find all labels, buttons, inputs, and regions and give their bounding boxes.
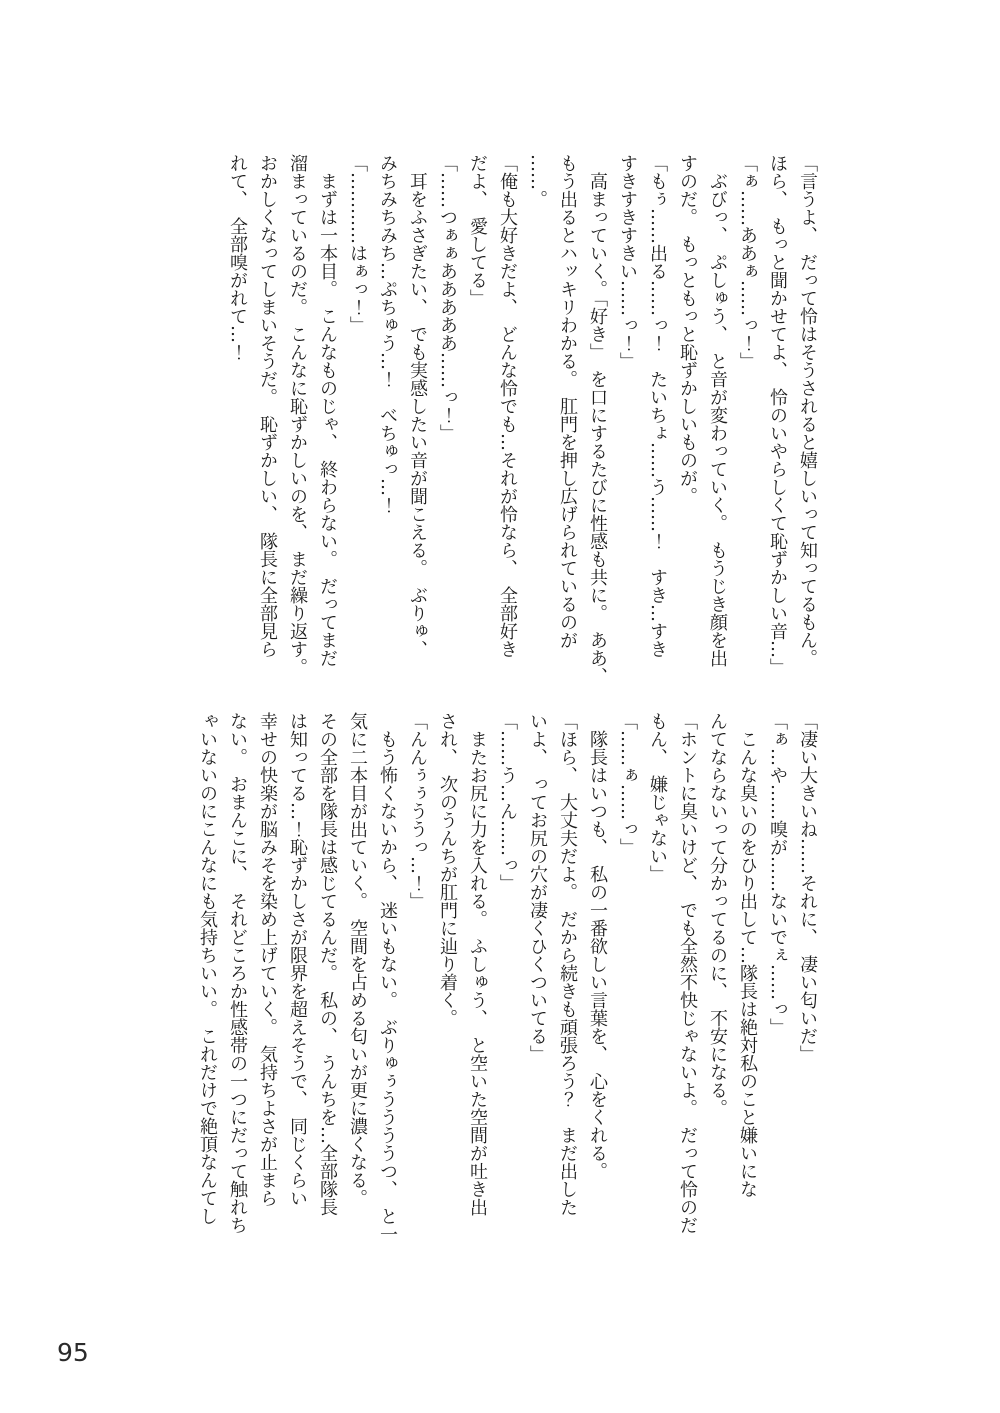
- text-line: 隊長はいつも、 私の一番欲しい言葉を、 心をくれる。: [587, 730, 608, 1180]
- text-line: またお尻に力を入れる。 ふしゅう、 と空いた空間が吐き出: [467, 730, 488, 1216]
- text-line: もう怖くないから、 迷いもない。 ぶりゅぅううううつ、 と一: [377, 730, 398, 1243]
- text-line: 「……ぁ……っ」: [617, 712, 638, 856]
- text-line: 「…………はぁっ！」: [347, 154, 368, 334]
- text-line: もん、 嫌じゃない」: [647, 712, 668, 883]
- text-line: 「ぁ…や……嗅が……ないでぇ……っ」: [767, 712, 788, 1036]
- text-line: ……。: [527, 154, 548, 208]
- text-line: 「俺も大好きだよ、 どんな怜でも…それが怜なら、 全部好き: [497, 154, 518, 658]
- text-line: もう出るとハッキリわかる。 肛門を押し広げられているのが: [557, 154, 578, 649]
- text-line: いよ、 ってお尻の穴が凄くひくついてる」: [527, 712, 548, 1063]
- text-line: みちみちみち…ぷちゅう…！ べちゅっ…！: [377, 154, 398, 514]
- text-line: だよ、 愛してる」: [467, 154, 488, 307]
- text-line: おかしくなってしまいそうだ。 恥ずかしい、 隊長に全部見ら: [257, 154, 278, 658]
- text-line: され、 次のうんちが肛門に辿り着く。: [437, 712, 458, 1027]
- text-line: 「もぅ……出る……っ！ たいちょ……う……！ すき…すき: [647, 154, 668, 658]
- text-line: その全部を隊長は感じてるんだ。 私の、 うんちを…全部隊長: [317, 712, 338, 1216]
- text-line: すきすきすきい……っ！」: [617, 154, 638, 370]
- text-line: 「ホントに臭いけど、 でも全然不快じゃないよ。 だって怜のだ: [677, 712, 698, 1234]
- text-line: 耳をふさぎたい、 でも実感したい音が聞こえる。 ぶりゅ、: [407, 172, 428, 658]
- text-line: 「ぁ……ああぁ……っ！」: [737, 154, 758, 370]
- text-line: 「……う…ん……っ」: [497, 712, 518, 892]
- text-line: 「ほら、 大丈夫だよ。 だから続きも頑張ろう？ まだ出した: [557, 712, 578, 1216]
- text-line: 溜まっているのだ。 こんなに恥ずかしいのを、 まだ繰り返す。: [287, 154, 308, 676]
- text-line: 気に二本目が出ていく。 空間を占める匂いが更に濃くなる。: [347, 712, 368, 1207]
- text-line: は知ってる…！恥ずかしさが限界を超えそうで、 同じくらい: [287, 712, 308, 1207]
- text-line: れて、 全部嗅がれて…！: [227, 154, 248, 361]
- text-line: すのだ。 もっともっと恥ずかしいものが。: [677, 154, 698, 505]
- text-line: まずは一本目。 こんなものじゃ、 終わらない。 だってまだ: [317, 172, 338, 667]
- text-block-bottom: [192, 712, 822, 1274]
- text-line: 「言うよ、 だって怜はそうされると嬉しいって知ってるもん。: [797, 154, 818, 667]
- text-line: ゃいないのにこんなにも気持ちいい。 これだけで絶頂なんてし: [197, 712, 218, 1225]
- text-line: こんな臭いのをひり出して…隊長は絶対私のこと嫌いにな: [737, 730, 758, 1198]
- text-line: ぶびっ、 ぷしゅう、 と音が変わっていく。 もうじき顔を出: [707, 172, 728, 667]
- text-line: 「……つぁぁあああああ……っ！」: [437, 154, 458, 442]
- text-block-top: [222, 154, 822, 714]
- text-line: 幸せの快楽が脳みそを染め上げていく。 気持ちよさが止まら: [257, 712, 278, 1207]
- text-line: ない。 おまんこに、 それどころか性感帯の一つにだって触れち: [227, 712, 248, 1234]
- text-line: 「凄い大きいね……それに、 凄い匂いだ」: [797, 712, 818, 1063]
- text-line: 「んんぅぅううっ…！」: [407, 712, 428, 910]
- text-line: ほら、 もっと聞かせてよ、 怜のいやらしくて恥ずかしい音…」: [767, 154, 788, 676]
- text-line: んてならないって分かってるのに、 不安になる。: [707, 712, 728, 1117]
- page-number: 95: [57, 1338, 89, 1367]
- text-line: 高まっていく。「好き」 を口にするたびに性感も共に。 ああ、: [587, 172, 608, 685]
